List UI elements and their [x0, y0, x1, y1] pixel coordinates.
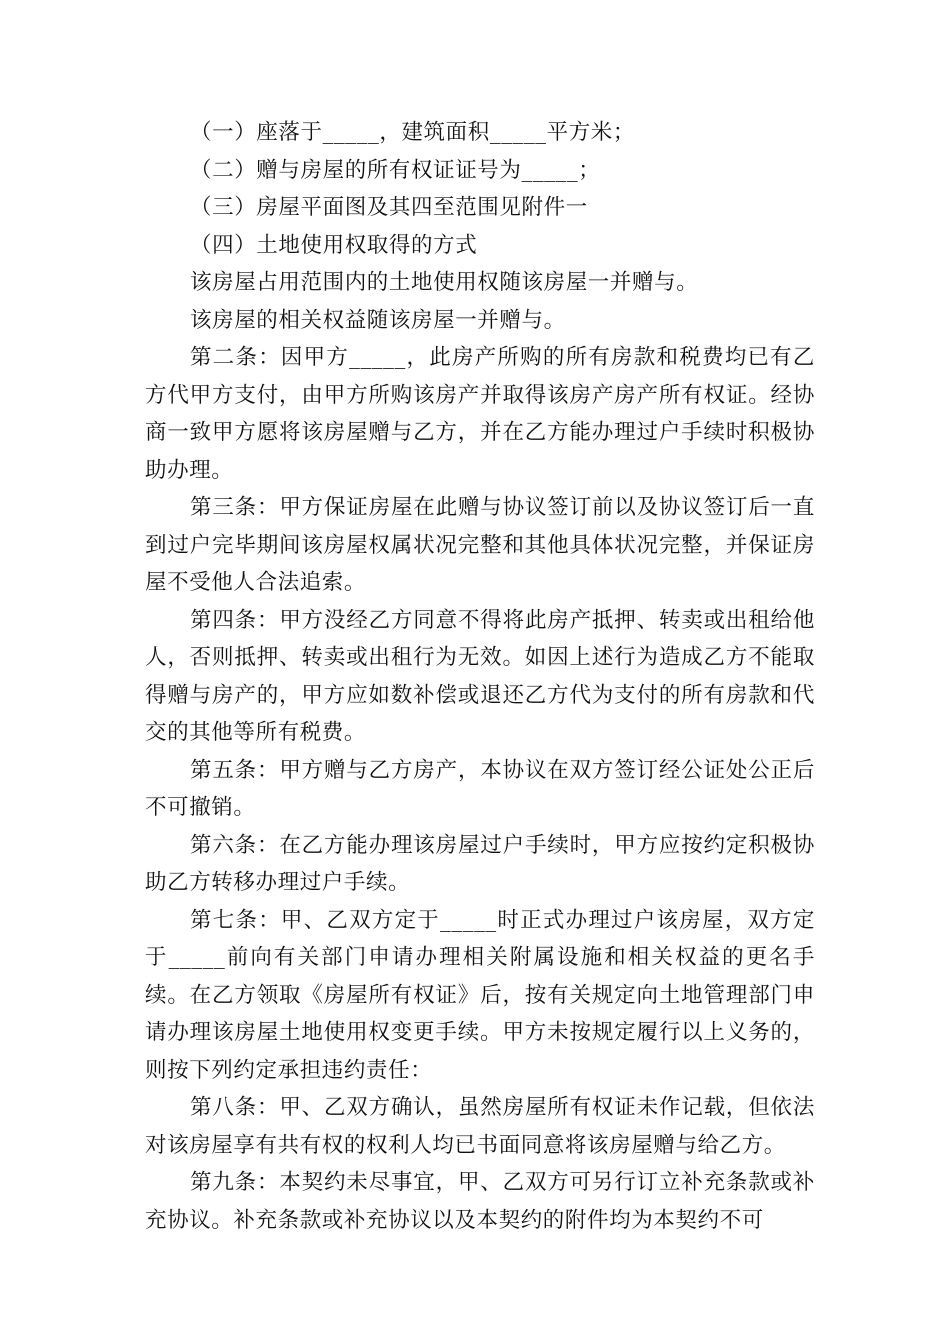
article-8: 第八条：甲、乙双方确认，虽然房屋所有权证未作记载，但依法对该房屋享有共有权的权利人均已书面同意将该房屋赠与给乙方。 [145, 1095, 815, 1158]
item-floor-plan: （三）房屋平面图及其四至范围见附件一 [190, 195, 588, 220]
document-body [145, 114, 815, 1239]
item-land-use-method: （四）土地使用权取得的方式 [190, 232, 478, 258]
article-5: 第五条：甲方赠与乙方房产，本协议在双方签订经公证处公正后不可撤销。 [145, 757, 815, 820]
article-4: 第四条：甲方没经乙方同意不得将此房产抵押、转卖或出租给他人，否则抵押、转卖或出租行为无效。如因上述行为造成乙方不能取得赠与房产的，甲方应如数补偿或退还乙方代为支付的所有房款和代交的其他等所有税费。 [145, 607, 815, 745]
paragraph-land-use-right: 该房屋占用范围内的土地使用权随该房屋一并赠与。 [190, 270, 699, 295]
item-certificate-number: （二）赠与房屋的所有权证证号为_____； [190, 157, 601, 183]
item-location: （一）座落于_____，建筑面积_____平方米； [190, 120, 636, 145]
paragraph-related-rights: 该房屋的相关权益随该房屋一并赠与。 [190, 307, 566, 333]
article-6: 第六条：在乙方能办理该房屋过户手续时，甲方应按约定积极协助乙方转移办理过户手续。 [145, 832, 815, 895]
article-3: 第三条：甲方保证房屋在此赠与协议签订前以及协议签订后一直到过户完毕期间该房屋权属状况完整和其他具体状况完整，并保证房屋不受他人合法追索。 [145, 495, 815, 595]
article-7: 第七条：甲、乙双方定于_____时正式办理过户该房屋，双方定于_____前向有关部门申请办理相关附属设施和相关权益的更名手续。在乙方领取《房屋所有权证》后，按有关规定向土地管理部门申请办理该房屋土地使用权变更手续。甲方未按规定履行以上义务的，则按下列约定承担违约责任： [145, 907, 815, 1083]
article-9: 第九条：本契约未尽事宜，甲、乙双方可另行订立补充条款或补充协议。补充条款或补充协议以及本契约的附件均为本契约不可 [145, 1170, 815, 1233]
article-2: 第二条：因甲方_____，此房产所购的所有房款和税费均已有乙方代甲方支付，由甲方所购该房产并取得该房产房产所有权证。经协商一致甲方愿将该房屋赠与乙方，并在乙方能办理过户手续时积极协助办理。 [145, 345, 815, 483]
